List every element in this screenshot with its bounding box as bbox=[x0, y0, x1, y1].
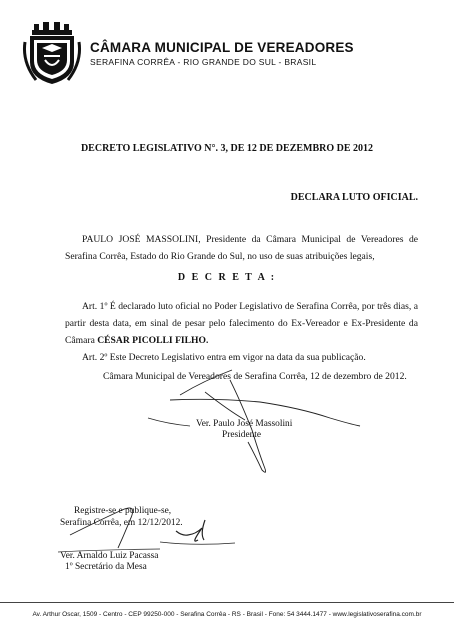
footer-address: Av. Arthur Oscar, 1509 - Centro - CEP 99250-000 - Serafina Corrêa - RS - Brasil - Fone: 54 3444.1477 - www.legislativoserafina.com.br bbox=[32, 611, 422, 618]
honoree-name: CÉSAR PICOLLI FILHO. bbox=[97, 335, 209, 346]
footer-divider bbox=[0, 602, 454, 603]
registry-line-1: Registre-se e publique-se, bbox=[74, 506, 172, 516]
signatory-1-name: Ver. Paulo José Massolini bbox=[196, 419, 293, 429]
signatory-2-role: 1º Secretário da Mesa bbox=[65, 562, 147, 572]
decreta-heading: D E C R E T A : bbox=[177, 272, 277, 283]
decree-title: DECRETO LEGISLATIVO N°. 3, DE 12 DE DEZEMBRO DE 2012 bbox=[80, 143, 374, 154]
org-subtitle: SERAFINA CORRÊA - RIO GRANDE DO SUL - BRASIL bbox=[90, 57, 317, 67]
article-2: Art. 2º Este Decreto Legislativo entra em vigor na data da sua publicação. bbox=[82, 352, 366, 363]
org-name: CÂMARA MUNICIPAL DE VEREADORES bbox=[90, 40, 354, 55]
article-1-text: Art. 1º É declarado luto oficial no Poder Legislativo de Serafina Corrêa, por três dias, a partir desta data, em sinal de pesar pelo falecimento do Ex-Vereador e Ex-Presidente da Câmara bbox=[65, 301, 418, 346]
closing-date-line: Câmara Municipal de Vereadores de Serafina Corrêa, 12 de dezembro de 2012. bbox=[103, 371, 407, 382]
signatory-2-name: Ver. Arnaldo Luiz Pacassa bbox=[60, 551, 159, 561]
decree-subject: DECLARA LUTO OFICIAL. bbox=[290, 192, 418, 203]
preamble-paragraph: PAULO JOSÉ MASSOLINI, Presidente da Câmara Municipal de Vereadores de Serafina Corrêa, Estado do Rio Grande do Sul, no uso de suas atribuições legais, bbox=[65, 234, 418, 262]
registry-line-2: Serafina Corrêa, em 12/12/2012. bbox=[60, 518, 183, 528]
signatory-1-role: Presidente bbox=[222, 430, 262, 440]
